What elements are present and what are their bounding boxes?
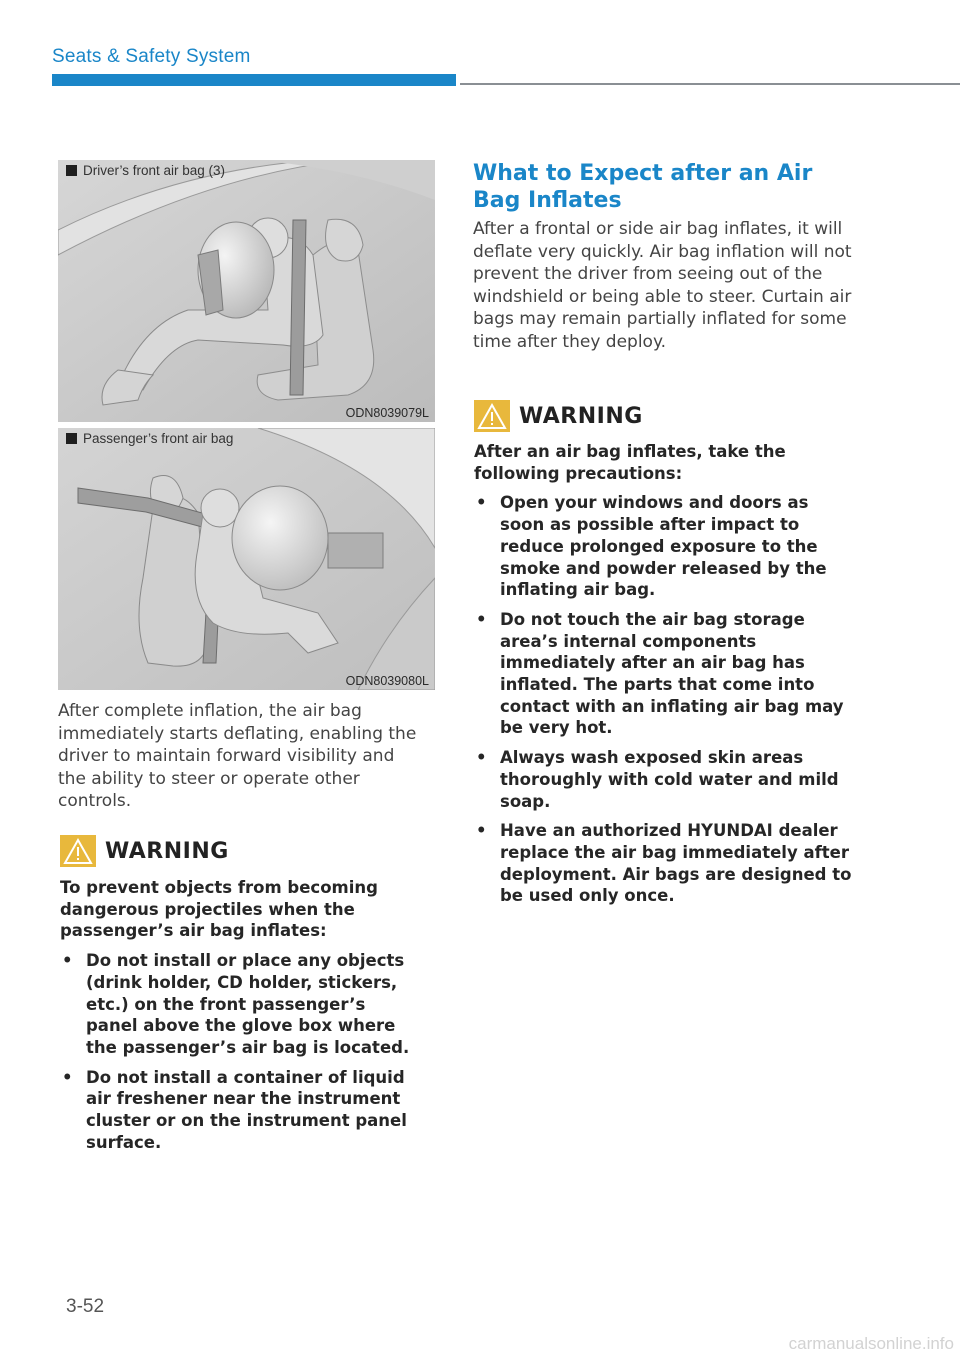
bullet: • [476,609,487,629]
figure-driver-airbag [58,160,435,422]
inflation-paragraph: After a frontal or side air bag inflates, it will deflate very quickly. Air bag inflation will not prevent the driver from seeing out of the windshield or being able to steer. Curtain air bags may remain partially inflated for some time after they deploy. [473,219,852,352]
list-item [60,1067,418,1154]
figure-code: ODN8039079L [345,406,429,420]
right-warning-heading [474,400,643,432]
caption-square-icon [66,433,77,444]
list-item [474,747,854,812]
passenger-airbag-illustration [58,428,435,690]
figure-caption [66,431,233,446]
left-warning-body [60,877,418,1161]
figure-caption [66,163,225,178]
right-warning-body [474,441,854,915]
warning-list [60,950,418,1153]
left-warning-heading [60,835,229,867]
figure-caption-text: Driver’s front air bag (3) [83,163,226,178]
list-item [474,492,854,601]
deflation-paragraph: After complete inflation, the air bag immediately starts deflating, enabling the driver to maintain forward visibility and the ability to steer or operate other controls. [58,701,417,811]
list-item [60,950,418,1059]
warning-label: WARNING [105,838,229,864]
bullet: • [476,493,487,513]
header-rule [460,83,960,85]
section-title: What to Expect after an Air Bag Inflates [473,161,813,213]
warning-intro: To prevent objects from becoming dangerous projectiles when the passenger’s air bag inflates: [60,878,378,941]
figure-code: ODN8039080L [345,674,429,688]
section-header: Seats & Safety System [52,46,251,67]
driver-airbag-illustration [58,160,435,422]
list-item [474,609,854,739]
caption-square-icon [66,165,77,176]
bullet: • [62,951,73,971]
warning-icon [474,400,510,432]
figure-passenger-airbag [58,428,435,690]
list-item [474,820,854,907]
warning-list [474,492,854,907]
list-item-text: Do not touch the air bag storage area’s internal components immediately after an air bag has inflated. The parts that come into contact with an inflating air bag may be very hot. [500,609,844,738]
warning-intro: After an air bag inflates, take the following precautions: [474,442,786,483]
figure-caption-text: Passenger’s front air bag [83,431,234,446]
list-item-text: Have an authorized HYUNDAI dealer replace the air bag immediately after deployment. Air bags are designed to be used only once. [500,821,852,906]
bullet: • [62,1067,73,1087]
list-item-text: Do not install or place any objects (drink holder, CD holder, stickers, etc.) on the front passenger’s panel above the glove box where the passenger’s air bag is located. [86,951,410,1057]
bullet: • [476,821,487,841]
list-item-text: Always wash exposed skin areas thoroughly with cold water and mild soap. [500,748,839,811]
watermark: carmanualsonline.info [788,1334,954,1353]
bullet: • [476,748,487,768]
warning-icon [60,835,96,867]
list-item-text: Do not install a container of liquid air freshener near the instrument cluster or on the instrument panel surface. [86,1067,407,1152]
header-accent-bar [52,74,456,86]
list-item-text: Open your windows and doors as soon as possible after impact to reduce prolonged exposure to the smoke and powder released by the inflating air bag. [500,493,827,600]
page-number: 3-52 [66,1296,105,1317]
warning-label: WARNING [519,403,643,429]
